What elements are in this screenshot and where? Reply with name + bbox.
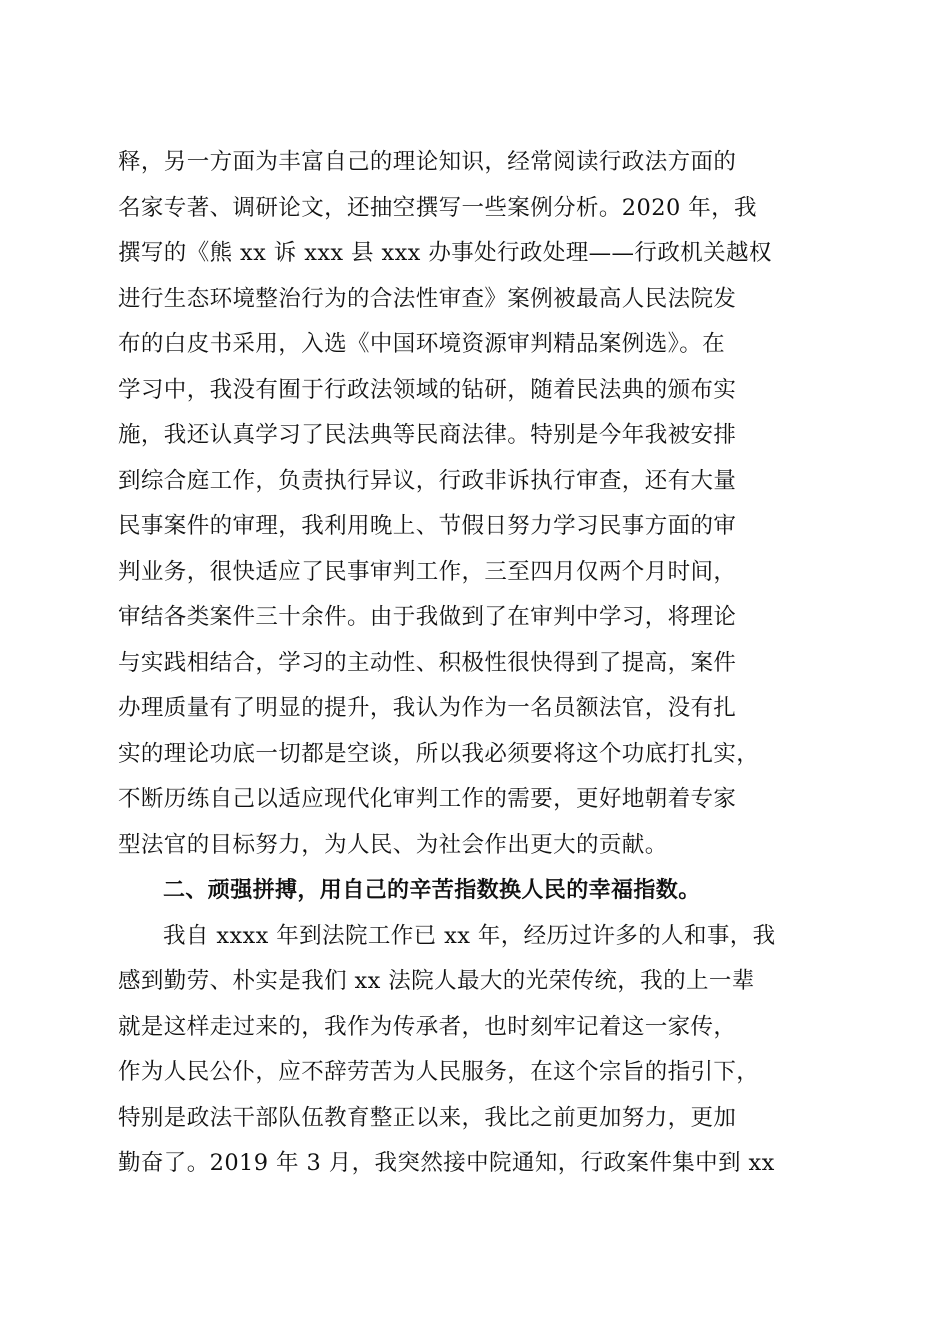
text-line: 实的理论功底一切都是空谈，所以我必须要将这个功底打扎实，: [118, 740, 760, 767]
text-line: 我自 xxxx 年到法院工作已 xx 年，经历过许多的人和事，我: [163, 922, 776, 949]
text-line: 撰写的《熊 xx 诉 xxx 县 xxx 办事处行政处理——行政机关越权: [118, 240, 772, 266]
text-line: 释，另一方面为丰富自己的理论知识，经常阅读行政法方面的: [118, 149, 737, 175]
text-line: 名家专著、调研论文，还抽空撰写一些案例分析。2020 年，我: [118, 194, 757, 221]
text-line: 就是这样走过来的，我作为传承者，也时刻牢记着这一家传，: [118, 1013, 737, 1040]
text-line: 不断历练自己以适应现代化审判工作的需要，更好地朝着专家: [118, 786, 737, 812]
text-line: 判业务，很快适应了民事审判工作，三至四月仅两个月时间，: [118, 558, 737, 585]
text-line: 到综合庭工作，负责执行异议，行政非诉执行审查，还有大量: [118, 467, 737, 494]
text-line: 审结各类案件三十余件。由于我做到了在审判中学习，将理论: [118, 604, 737, 630]
text-line: 施，我还认真学习了民法典等民商法律。特别是今年我被安排: [118, 422, 737, 448]
text-line: 布的白皮书采用，入选《中国环境资源审判精品案例选》。在: [118, 331, 726, 357]
text-line: 进行生态环境整治行为的合法性审查》案例被最高人民法院发: [118, 285, 737, 312]
text-line: 感到勤劳、朴实是我们 xx 法院人最大的光荣传统，我的上一辈: [118, 968, 755, 994]
text-line: 作为人民公仆，应不辞劳苦为人民服务，在这个宗旨的指引下，: [118, 1059, 760, 1085]
text-line: 民事案件的审理，我利用晚上、节假日努力学习民事方面的审: [118, 513, 737, 539]
section-heading: 二、顽强拼搏，用自己的辛苦指数换人民的幸福指数。: [163, 878, 701, 903]
text-line: 型法官的目标努力，为人民、为社会作出更大的贡献。: [118, 831, 668, 858]
text-line: 办理质量有了明显的提升，我认为作为一名员额法官，没有扎: [118, 695, 737, 721]
document-body: [118, 140, 838, 1187]
text-line: 与实践相结合，学习的主动性、积极性很快得到了提高，案件: [118, 649, 737, 676]
text-line: 勤奋了。2019 年 3 月，我突然接中院通知，行政案件集中到 xx: [118, 1150, 775, 1176]
text-line: 学习中，我没有囿于行政法领域的钻研，随着民法典的颁布实: [118, 376, 737, 403]
text-line: 特别是政法干部队伍教育整正以来，我比之前更加努力，更加: [118, 1104, 737, 1131]
